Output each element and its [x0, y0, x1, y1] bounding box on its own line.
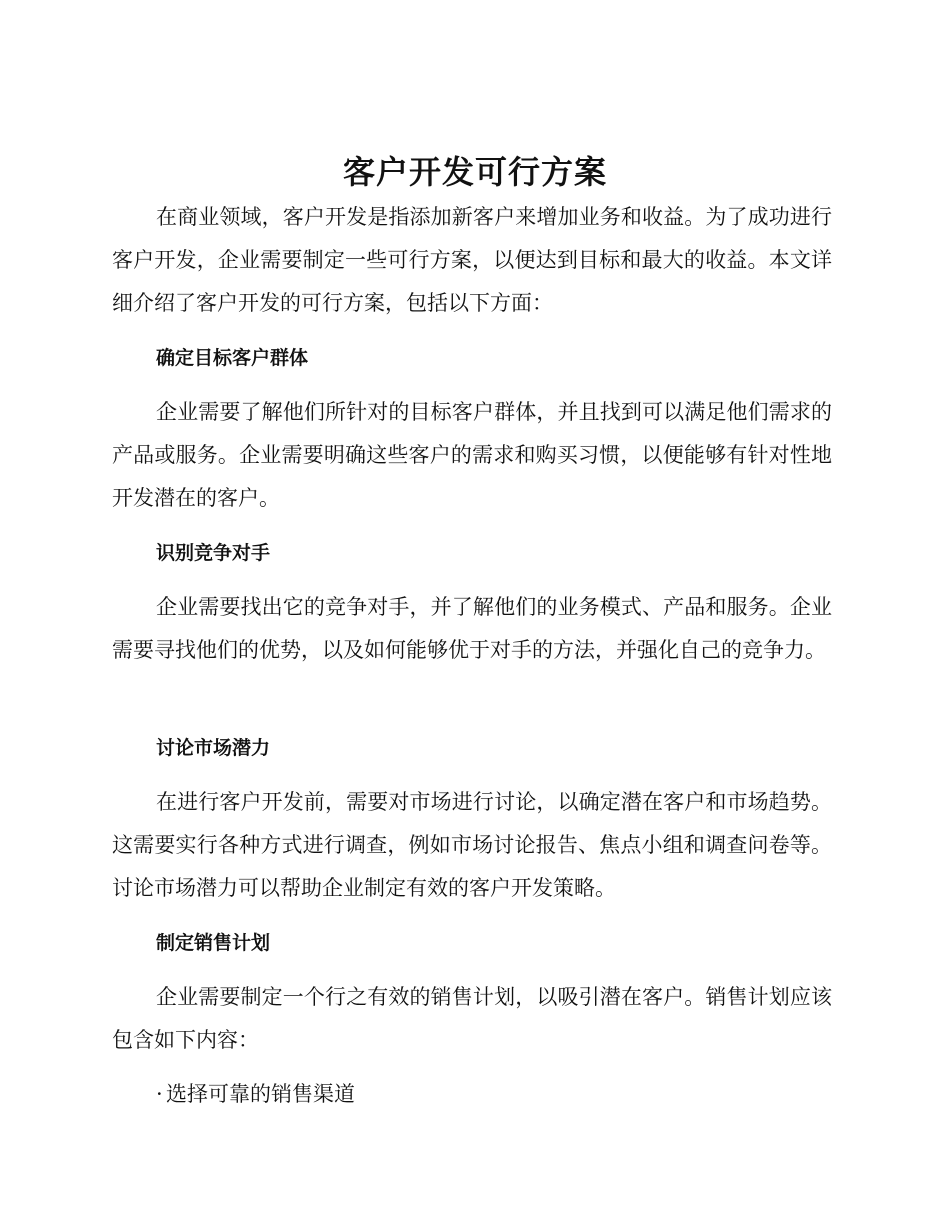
document-title: 客户开发可行方案 [342, 153, 607, 191]
section-heading-market-potential: 讨论市场潜力 [156, 737, 271, 759]
section-body-competitors: 企业需要找出它的竞争对手，并了解他们的业务模式、产品和服务。企业需要寻找他们的优势，以及如何能够优于对手的方法，并强化自己的竞争力。 [112, 595, 832, 662]
section-heading-competitors: 识别竞争对手 [156, 542, 271, 564]
section-heading-sales-plan: 制定销售计划 [156, 932, 271, 954]
section-body-sales-plan: 企业需要制定一个行之有效的销售计划，以吸引潜在客户。销售计划应该包含如下内容： [112, 985, 832, 1052]
section-heading-target-customers: 确定目标客户群体 [156, 347, 309, 369]
section-body-market-potential: 在进行客户开发前，需要对市场进行讨论，以确定潜在客户和市场趋势。这需要实行各种方式进行调查，例如市场讨论报告、焦点小组和调查问卷等。讨论市场潜力可以帮助企业制定有效的客户开发策略。 [112, 790, 832, 900]
list-item-text: 选择可靠的销售渠道 [166, 1082, 355, 1106]
section-body-target-customers: 企业需要了解他们所针对的目标客户群体，并且找到可以满足他们需求的产品或服务。企业需要明确这些客户的需求和购买习惯，以便能够有针对性地开发潜在的客户。 [112, 400, 832, 510]
list-item [156, 1079, 355, 1109]
intro-paragraph: 在商业领域，客户开发是指添加新客户来增加业务和收益。为了成功进行客户开发，企业需要制定一些可行方案，以便达到目标和最大的收益。本文详细介绍了客户开发的可行方案，包括以下方面： [112, 205, 832, 315]
bullet-marker: · [156, 1082, 163, 1106]
